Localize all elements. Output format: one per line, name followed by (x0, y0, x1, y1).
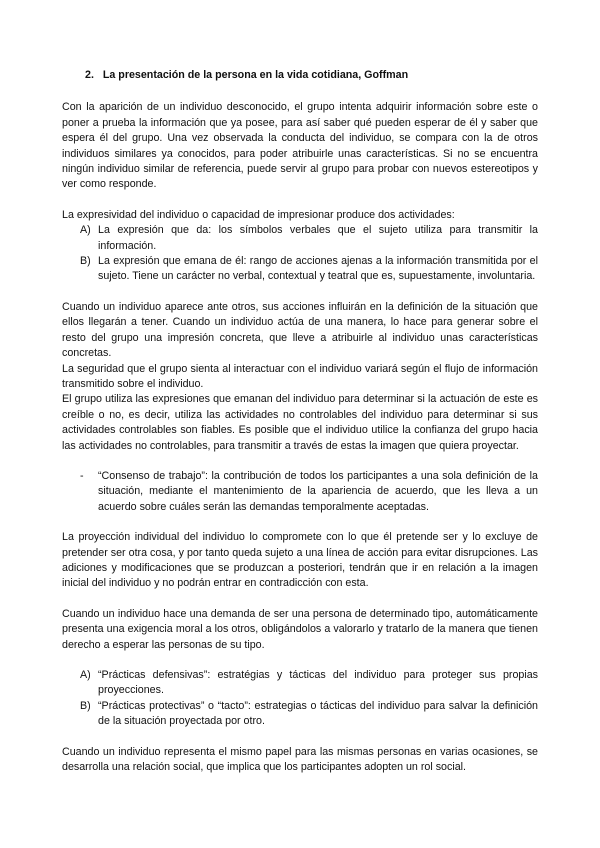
list-item (62, 223, 538, 254)
paragraph-3: Cuando un individuo aparece ante otros, sus acciones influirán en la definición de la situación que ellos llegarán a tener. Cuando un individuo actúa de una manera, lo hace para generar sobre el resto del grupo una impresión concreta, que lleve a atribuirle al individuo unas características concretas. (62, 300, 538, 360)
list-item (62, 668, 538, 699)
list-item-text: La expresión que da: los símbolos verbales que el sujeto utiliza para transmitir la información. (98, 224, 538, 252)
list-item (62, 469, 538, 515)
paragraph-4: La seguridad que el grupo sienta al interactuar con el individuo variará según el flujo de información transmitido sobre el individuo. (62, 362, 538, 390)
list-item-text: La expresión que emana de él: rango de acciones ajenas a la información transmitida por el sujeto. Tiene un carácter no verbal, contextual y teatral que es, supuestamente, involuntaria. (98, 255, 538, 283)
list-practicas (62, 668, 538, 730)
list-item (62, 699, 538, 730)
paragraph-5: El grupo utiliza las expresiones que emanan del individuo para determinar si la actuación de este es creíble o no, es decir, utiliza las actividades no controlables del individuo para determinar si sus actividades controlables son fiables. Es posible que el individuo utilice la confianza del grupo hacia las actividades no controlables, para transmitir a través de estas la imagen que quiera proyectar. (62, 393, 538, 452)
list-item-text: “Consenso de trabajo”: la contribución de todos los participantes a una sola definición de la situación, mediante el mantenimiento de la apariencia de acuerdo, que les lleva a un acuerdo sobre cuáles serán las demandas temporalmente aceptadas. (98, 469, 538, 513)
list-consenso (62, 469, 538, 515)
section-title: La presentación de la persona en la vida cotidiana, Goffman (102, 69, 409, 81)
list-item-text: “Prácticas protectivas” o “tacto”: estrategias o tácticas del individuo para salvar la definición de la situación proyectada por otro. (98, 699, 538, 728)
list-marker: A) (80, 224, 91, 237)
list-marker: - (80, 469, 84, 482)
list-marker: B) (80, 699, 91, 712)
list-marker: B) (80, 255, 91, 268)
list-marker: A) (80, 669, 91, 681)
paragraph-2: La expresividad del individuo o capacidad de impresionar produce dos actividades: (62, 208, 455, 221)
section-number: 2. (85, 69, 94, 81)
paragraph-7: Cuando un individuo hace una demanda de ser una persona de determinado tipo, automáticamente presenta una exigencia moral a los otros, obligándolos a valorarlo y tratarlo de la manera que tienen derecho a esperar las personas de su tipo. (62, 607, 538, 651)
list-item (62, 254, 538, 285)
paragraph-8: Cuando un individuo representa el mismo papel para las mismas personas en varias ocasiones, se desarrolla una relación social, que implica que los participantes adopten un rol social. (62, 745, 538, 774)
list-actividades (62, 223, 538, 285)
list-item-text: “Prácticas defensivas”: estratégias y tácticas del individuo para proteger sus propias proyecciones. (98, 669, 538, 697)
paragraph-1: Con la aparición de un individuo desconocido, el grupo intenta adquirir información sobre este o poner a prueba la información que ya posee, para así saber qué pueden esperar de él y saber que espera él del grupo. Una vez observada la conducta del individuo, se compara con la de otros individuos similares ya conocidos, para poder atribuirle unas características. Si no se encuentra ningún individuo similar de referencia, puede servir al grupo para probar con nuevos estereotipos y ver como responde. (62, 101, 538, 191)
document-page (62, 68, 538, 775)
paragraph-6: La proyección individual del individuo lo compromete con lo que él pretende ser y lo excluye de pretender ser otra cosa, y por tanto queda sujeto a una línea de acción para evitar disrupciones. Las adiciones y modificaciones que se produzcan a posteriori, tendrán que ir en relación a la imagen inicial del individuo y no podrán entrar en contradicción con esta. (62, 531, 538, 590)
section-heading (85, 68, 538, 83)
